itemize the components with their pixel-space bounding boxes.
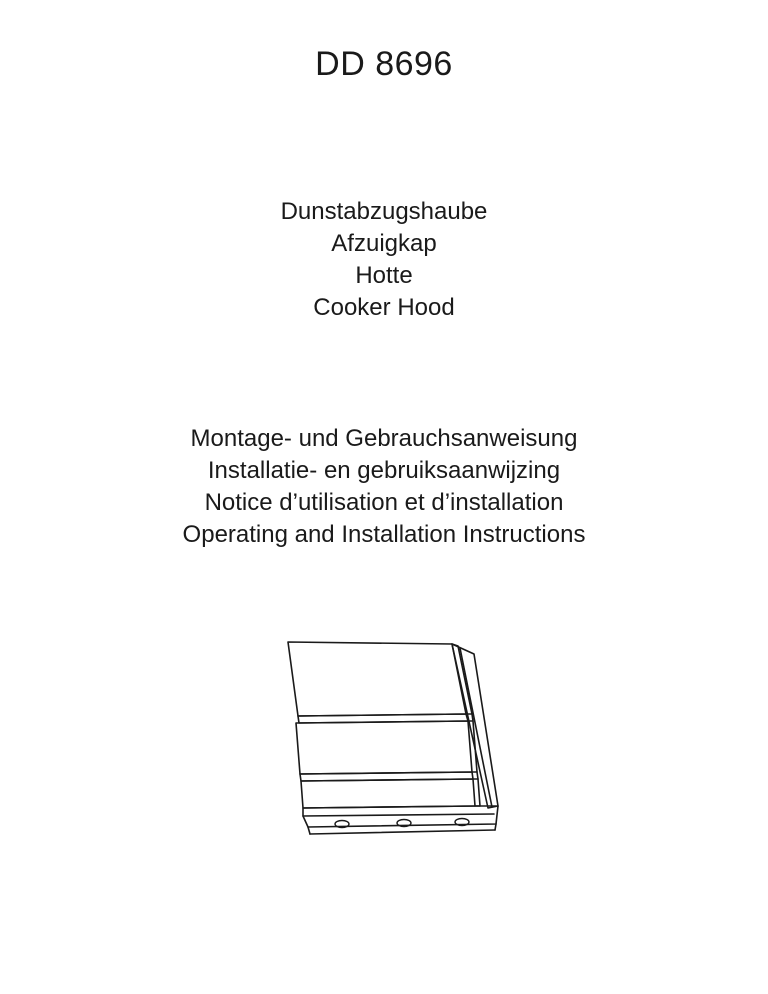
manual-titles-block bbox=[0, 423, 768, 551]
hood-lower-panel bbox=[301, 779, 475, 808]
model-number-title: DD 8696 bbox=[315, 45, 453, 83]
cooker-hood-illustration bbox=[270, 630, 510, 850]
manual-title-fr: Notice d’utilisation et d’installation bbox=[204, 489, 564, 516]
product-name-de: Dunstabzugshaube bbox=[280, 198, 488, 225]
hood-top-panel bbox=[288, 642, 466, 716]
hood-middle-panel bbox=[296, 721, 472, 774]
product-names-block bbox=[0, 196, 768, 324]
product-name-en: Cooker Hood bbox=[313, 294, 455, 321]
manual-title-en: Operating and Installation Instructions bbox=[182, 521, 586, 548]
manual-title-de: Montage- und Gebrauchsanweisung bbox=[190, 425, 578, 452]
manual-title-nl: Installatie- en gebruiksaanwijzing bbox=[207, 457, 561, 484]
product-name-nl: Afzuigkap bbox=[331, 230, 437, 257]
hood-back-plate-edge bbox=[460, 648, 492, 807]
product-name-fr: Hotte bbox=[355, 262, 413, 289]
cooker-hood-drawing-icon bbox=[270, 630, 510, 850]
